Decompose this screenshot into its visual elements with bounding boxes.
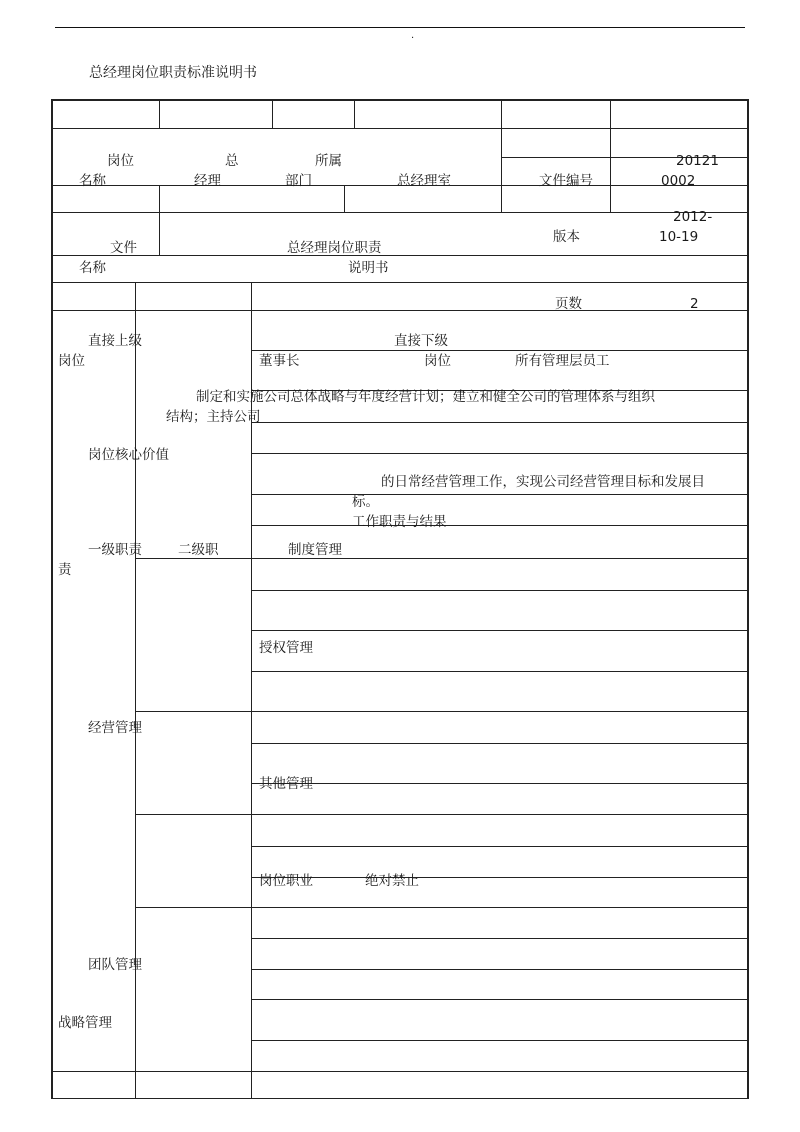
row-line [251,846,747,847]
subordinate-label-line2: 岗位 [424,353,451,369]
department-label-line2: 部门 [285,173,312,189]
row-line [251,525,747,526]
file-number-value: 20121 [676,153,719,169]
col-line [354,100,355,128]
row-line [135,814,747,815]
row-line [251,743,747,744]
position-name-label: 岗位 [107,153,134,169]
header-dot: . [411,30,415,41]
row-line [51,1071,748,1072]
level1-label: 一级职责 [88,542,142,558]
item-team-management: 团队管理 [88,957,142,973]
table-border-bottom [51,1098,748,1099]
position-name-value-line2: 经理 [194,173,221,189]
item-prohibitions-value: 绝对禁止 [365,873,419,889]
pages-value: 2 [690,296,699,312]
department-label: 所属 [315,153,342,169]
header-rule [55,27,745,28]
position-name-label-line2: 名称 [79,173,106,189]
table-border-top [51,99,748,101]
item-other-management: 其他管理 [259,776,313,792]
document-name-label-line2: 名称 [79,260,106,276]
document-title: 总经理岗位职责标准说明书 [89,65,257,81]
department-value: 总经理室 [397,173,451,189]
item-system-management: 制度管理 [288,542,342,558]
pages-label: 页数 [555,296,582,312]
col-line [159,185,160,255]
col-line [610,100,611,212]
table-border-right [747,99,749,1099]
item-authorization-management: 授权管理 [259,640,313,656]
col-line [159,100,160,128]
superior-value: 董事长 [259,353,300,369]
core-value-label: 岗位核心价值 [88,447,169,463]
core-value-text: 制定和实施公司总体战略与年度经营计划；建立和健全公司的管理体系与组织 [196,389,655,405]
subordinate-value: 所有管理层员工 [515,353,610,369]
col-line [344,185,345,212]
level2-label: 二级职 [178,542,219,558]
row-line [251,671,747,672]
document-name-value: 总经理岗位职责 [287,240,382,256]
col-line [501,100,502,212]
core-value-text-line3: 的日常经营管理工作，实现公司经营管理目标和发展目 [381,474,705,490]
row-line [251,783,747,784]
core-value-text-line4: 标。 [352,494,379,510]
row-line [251,494,747,495]
item-strategy-management: 战略管理 [58,1015,112,1031]
file-number-value-line2: 0002 [661,173,696,189]
subordinate-label: 直接下级 [394,333,448,349]
row-line [51,212,748,213]
row-line [251,590,747,591]
superior-label: 直接上级 [88,333,142,349]
row-line [251,969,747,970]
document-name-label: 文件 [110,240,137,256]
item-prohibitions-label: 岗位职业 [259,873,313,889]
superior-label-line2: 岗位 [58,353,85,369]
row-line [135,711,747,712]
version-label: 版本 [553,229,580,245]
file-number-label: 文件编号 [539,173,593,189]
row-line [251,350,747,351]
row-line [251,453,747,454]
row-line [251,877,747,878]
col-line [135,282,136,1098]
row-line [51,128,748,129]
row-line [51,255,748,256]
duties-heading: 工作职责与结果 [352,514,447,530]
level1-label-line2: 责 [58,562,72,578]
row-line [251,938,747,939]
row-line [51,282,748,283]
item-operations-management: 经营管理 [88,720,142,736]
row-line [251,422,747,423]
row-line [51,310,748,311]
position-name-value: 总 [225,153,239,169]
row-line [251,999,747,1000]
row-line [251,1040,747,1041]
core-value-text-line2: 结构；主持公司 [166,409,261,425]
col-line [272,100,273,128]
table-border-left [51,99,53,1099]
row-line [135,907,747,908]
version-value: 2012- [673,209,713,225]
version-value-line2: 10-19 [659,229,699,245]
document-name-value-line2: 说明书 [348,260,389,276]
row-line [251,630,747,631]
row-line [135,558,747,559]
